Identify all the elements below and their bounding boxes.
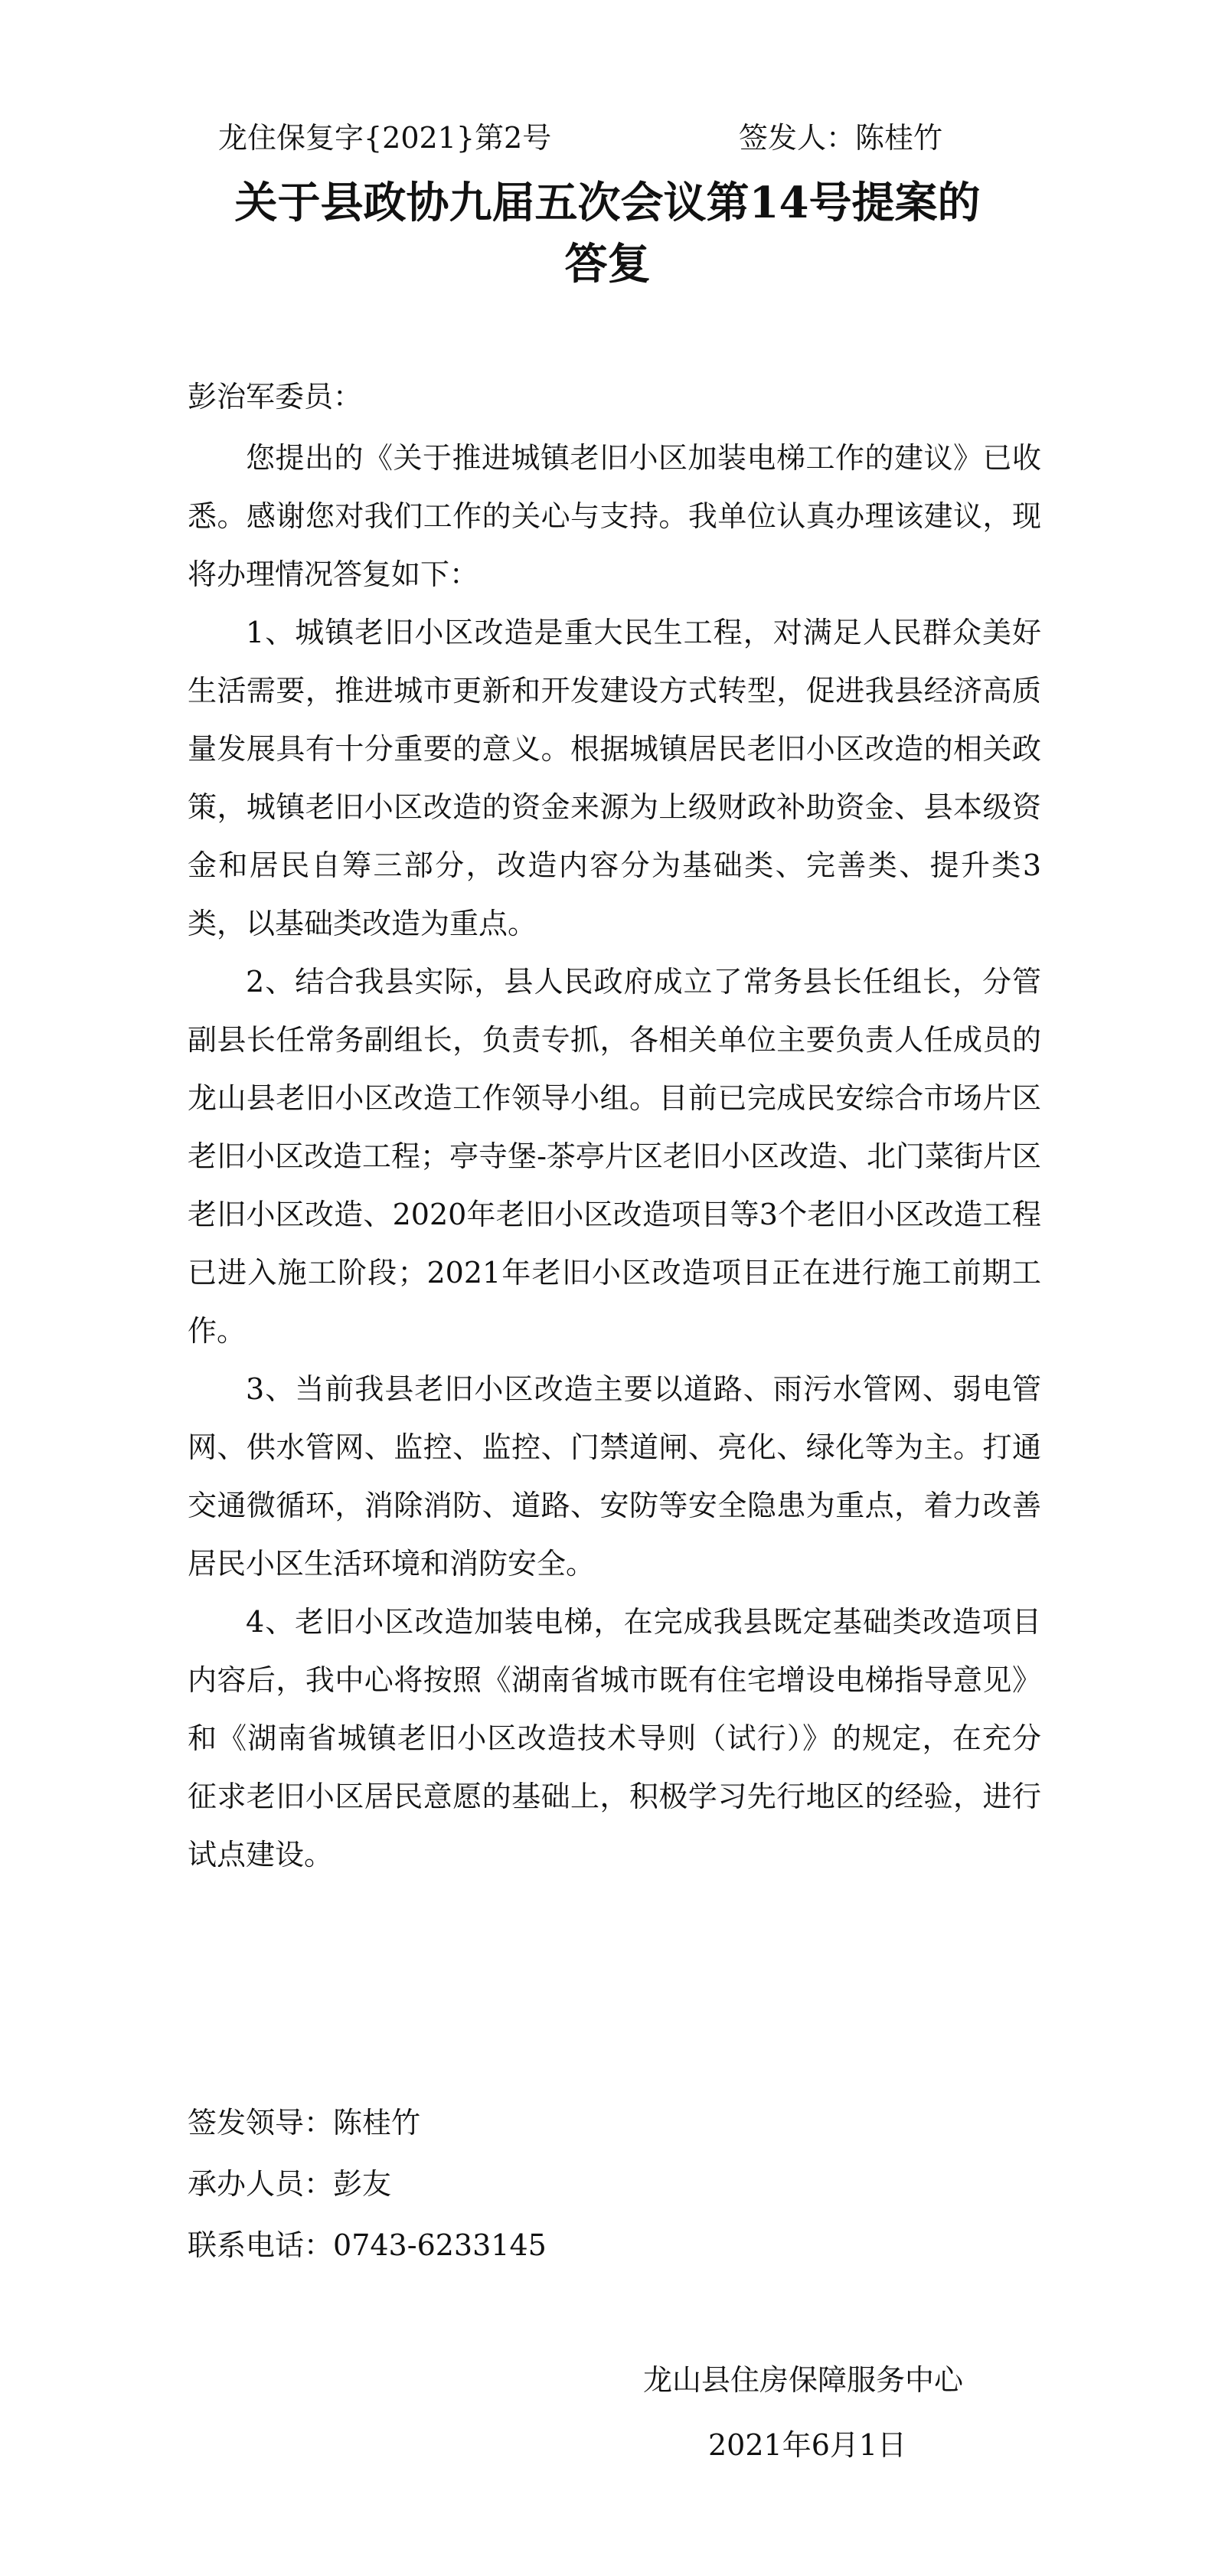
handler-name: 彭友 — [333, 2167, 392, 2201]
document-title — [153, 172, 1062, 295]
leader-label: 签发领导： — [188, 2106, 334, 2140]
paragraph-1: 1、城镇老旧小区改造是重大民生工程，对满足人民群众美好生活需要，推进城市更新和开发建设方式转型，促进我县经济高质量发展具有十分重要的意义。根据城镇居民老旧小区改造的相关政策，城镇老旧小区改造的资金来源为上级财政补助资金、县本级资金和居民自筹三部分，改造内容分为基础类、完善类、提升类3类，以基础类改造为重点。 — [188, 616, 1041, 940]
paragraph-2: 2、结合我县实际，县人民政府成立了常务县长任组长，分管副县长任常务副组长，负责专抓，各相关单位主要负责人任成员的龙山县老旧小区改造工作领导小组。目前已完成民安综合市场片区老旧小区改造工程；亭寺堡-茶亭片区老旧小区改造、北门菜街片区老旧小区改造、2020年老旧小区改造项目等3个老旧小区改造工程已进入施工阶段；2021年老旧小区改造项目正在进行施工前期工作。 — [188, 965, 1041, 1348]
phone-value: 0743-6233145 — [333, 2228, 547, 2262]
paragraph-intro: 您提出的《关于推进城镇老旧小区加装电梯工作的建议》已收悉。感谢您对我们工作的关心与支持。我单位认真办理该建议，现将办理情况答复如下： — [188, 441, 1041, 591]
paragraph-3: 3、当前我县老旧小区改造主要以道路、雨污水管网、弱电管网、供水管网、监控、监控、门禁道闸、亮化、绿化等为主。打通交通微循环，消除消防、道路、安防等安全隐患为重点，着力改善居民小区生活环境和消防安全。 — [188, 1372, 1041, 1581]
signer-name: 陈桂竹 — [855, 121, 943, 155]
handler-row — [188, 2153, 547, 2215]
leader-row — [188, 2092, 547, 2153]
title-line-1: 关于县政协九届五次会议第14号提案的 — [234, 178, 981, 228]
leader-name: 陈桂竹 — [333, 2106, 421, 2140]
paragraph-4: 4、老旧小区改造加装电梯，在完成我县既定基础类改造项目内容后，我中心将按照《湖南省城市既有住宅增设电梯指导意见》和《湖南省城镇老旧小区改造技术导则（试行）》的规定，在充分征求老旧小区居民意愿的基础上，积极学习先行地区的经验，进行试点建设。 — [188, 1605, 1041, 1872]
signer-line — [739, 116, 942, 159]
document-number: 龙住保复字{2021}第2号 — [218, 121, 552, 155]
title-line-2: 答复 — [564, 239, 651, 289]
phone-label: 联系电话： — [188, 2228, 334, 2262]
handler-label: 承办人员： — [188, 2167, 334, 2201]
phone-row — [188, 2215, 547, 2276]
issuing-organization: 龙山县住房保障服务中心 — [643, 2363, 964, 2397]
issue-date: 2021年6月1日 — [708, 2428, 907, 2462]
signer-label: 签发人： — [739, 121, 856, 155]
signature-block — [188, 2092, 547, 2276]
body-text — [188, 429, 1041, 1884]
salutation: 彭治军委员： — [188, 380, 363, 414]
